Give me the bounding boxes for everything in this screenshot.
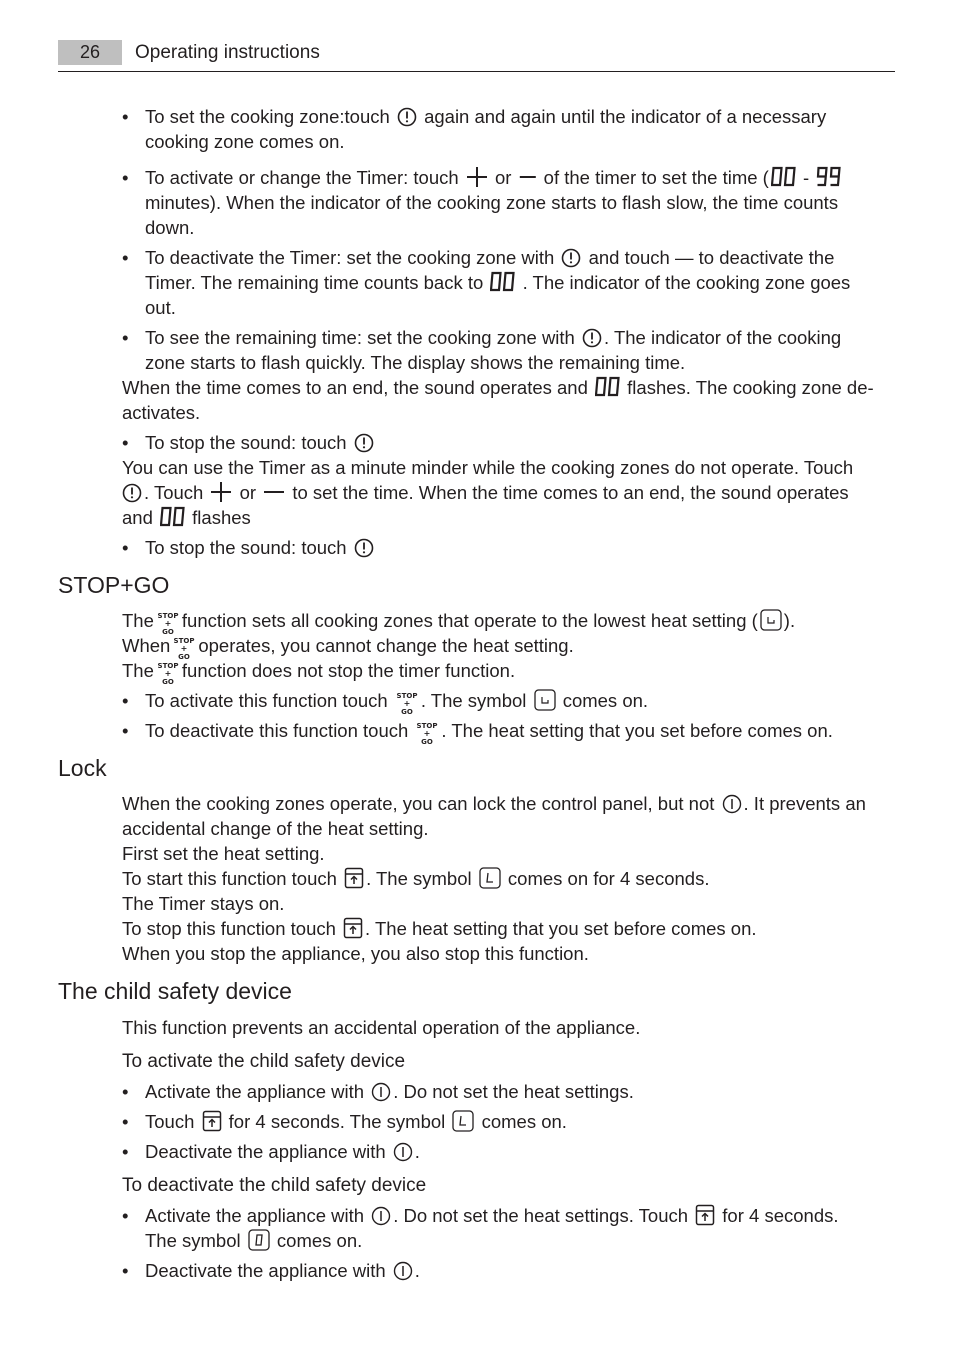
minus-icon (263, 481, 285, 503)
bullet-continuation: cooking zone comes on. (145, 131, 345, 152)
bullet-continuation: zone starts to flash quickly. The display shows the remaining time. (145, 352, 686, 373)
bullet-lead: . Do not set the heat settings (393, 1081, 629, 1102)
bullet-text: . The indicator of the cooking (604, 327, 842, 348)
bullet-lead: To stop the sound: (145, 537, 297, 558)
paragraph-text: while the cooking zones do not operate. Touch (473, 457, 854, 478)
bullet-text: set the cooking zone with (367, 327, 575, 348)
paragraph-text: When the time comes to an end, the sound operates and (122, 377, 588, 398)
bullet-lead: To deactivate (145, 720, 255, 741)
bullet-text: . Touch (628, 1205, 689, 1226)
paragraph (122, 480, 897, 505)
section-heading-child-safety: The child safety device (58, 978, 292, 1004)
bullet-text: . (628, 1081, 634, 1102)
bullet-text: Timer. The remaining time counts back to (145, 272, 484, 293)
power-icon (371, 1082, 391, 1102)
paragraph-text: . The heat setting that you set before comes on. (365, 918, 757, 939)
bullet-continuation (145, 270, 920, 295)
paragraph-text: function does not stop the timer function. (181, 660, 516, 681)
display-00-icon (771, 166, 796, 187)
paragraph: accidental change of the heat setting. (122, 818, 429, 839)
bullet-text: this function touch (238, 690, 388, 711)
section-heading-stopgo: STOP+GO (58, 572, 170, 598)
bullet-text: . The heat setting that you set before comes on. (441, 720, 833, 741)
stopgo-icon (395, 691, 419, 715)
paragraph (122, 375, 897, 400)
section-heading-lock: Lock (58, 755, 107, 781)
power-icon (393, 1261, 413, 1281)
paragraph-text: flashes (192, 507, 251, 528)
paragraph-text: The (122, 610, 154, 631)
timer-icon (354, 538, 374, 558)
plus-icon (466, 166, 488, 188)
stopgo-icon (156, 611, 180, 635)
paragraph (122, 658, 897, 685)
bullet-text: touch (344, 106, 390, 127)
bullet-text: for 4 seconds. (722, 1205, 839, 1226)
bullet-text: . The symbol (420, 690, 527, 711)
paragraph-text: To stop this function touch (122, 918, 336, 939)
lock-icon (344, 867, 364, 889)
lock-icon (202, 1110, 222, 1132)
paragraph (122, 608, 897, 635)
display-99-icon (816, 166, 841, 187)
bullet-text: Activate the appliance with (145, 1205, 365, 1226)
paragraph-text: . Touch (144, 482, 204, 503)
display-00-icon (595, 376, 620, 397)
display-00-icon (490, 271, 515, 292)
bullet-text: for 4 seconds. The symbol (228, 1111, 446, 1132)
subheading-deactivate-child-safety: To deactivate the child safety device (122, 1175, 427, 1196)
header-title: Operating instructions (135, 42, 320, 63)
paragraph (122, 791, 897, 816)
paragraph-text: to set the time. When the time comes to an end, the sound operates (292, 482, 849, 503)
lock-icon (343, 917, 363, 939)
paragraph (122, 916, 897, 941)
paragraph: The Timer stays on. (122, 893, 285, 914)
minus-icon (519, 166, 537, 188)
paragraph-text: and (122, 507, 153, 528)
timer-icon (397, 107, 417, 127)
bullet-text: . (414, 1260, 420, 1281)
paragraph: activates. (122, 402, 201, 423)
paragraph-text: You can use the Timer as a (122, 457, 346, 478)
stopgo-icon (156, 661, 180, 685)
plus-icon (210, 481, 232, 503)
bullet-text: or (494, 167, 512, 188)
page-header (58, 40, 895, 72)
paragraph: When you stop the appliance, you also stop this function. (122, 943, 589, 964)
bullet-lead: To see the remaining time: (145, 327, 362, 348)
stopgo-icon (172, 636, 196, 660)
bullet-text: Deactivate the appliance with (145, 1260, 386, 1281)
paragraph-text: function sets all cooking zones that operate to the lowest heat setting ( (181, 610, 758, 631)
lock-symbol-l-icon (479, 867, 501, 889)
bullet-text: of the timer to set the time ( (543, 167, 769, 188)
bullet-text: The symbol (145, 1230, 241, 1251)
paragraph-text: ). (783, 610, 796, 631)
paragraph-lead: minute minder (350, 457, 468, 478)
power-icon (722, 794, 742, 814)
paragraph (122, 455, 897, 480)
bullet-text: - (802, 167, 810, 188)
paragraph-text: flashes. The cooking zone de- (627, 377, 874, 398)
bullet-text: again and again until the indicator of a necessary (424, 106, 827, 127)
timer-icon (122, 483, 142, 503)
paragraph-text: or (239, 482, 257, 503)
stopgo-icon (415, 721, 439, 745)
paragraph (122, 633, 897, 660)
bullet-lead: . Do not set the heat settings (393, 1205, 629, 1226)
bullet-text: . (414, 1141, 420, 1162)
power-icon (393, 1142, 413, 1162)
bullet-text: Deactivate the appliance with (145, 1141, 386, 1162)
paragraph-text: When the cooking zones operate, you can lock the control panel, but not (122, 793, 715, 814)
symbol-zero-icon (248, 1229, 270, 1251)
paragraph-text: When (122, 635, 171, 656)
bullet-text: touch (301, 537, 347, 558)
bullet-lead: To stop the sound: (145, 432, 297, 453)
bullet-text: set the cooking zone with (346, 247, 555, 268)
heat-setting-u-icon (534, 689, 556, 711)
timer-icon (561, 248, 581, 268)
power-icon (371, 1206, 391, 1226)
timer-icon (354, 433, 374, 453)
paragraph: First set the heat setting. (122, 843, 325, 864)
bullet-lead: To activate or change the Timer: (145, 167, 409, 188)
heat-setting-u-icon (760, 609, 782, 631)
bullet-text: comes on. (481, 1111, 567, 1132)
bullet-continuation (145, 1228, 920, 1253)
bullet-continuation: out. (145, 297, 176, 318)
paragraph-text: operates, you cannot change the heat setting. (198, 635, 574, 656)
bullet-text: . The indicator of the cooking zone goes (522, 272, 851, 293)
page-number: 26 (58, 40, 122, 65)
bullet-lead: To set the cooking zone: (145, 106, 345, 127)
bullet-lead: To activate (145, 690, 234, 711)
paragraph-text: . It prevents an (743, 793, 866, 814)
bullet-text: this function touch (259, 720, 409, 741)
paragraph: This function prevents an accidental operation of the appliance. (122, 1017, 641, 1038)
paragraph (122, 505, 897, 530)
paragraph-text: To start this function touch (122, 868, 337, 889)
bullet-continuation: minutes). When the indicator of the cooking zone starts to flash slow, the time counts (145, 192, 839, 213)
paragraph (122, 866, 897, 891)
paragraph-text: The (122, 660, 154, 681)
bullet-text: comes on. (562, 690, 649, 711)
lock-symbol-l-icon (452, 1110, 474, 1132)
bullet-continuation: down. (145, 217, 195, 238)
timer-icon (582, 328, 602, 348)
bullet-text: Activate the appliance with (145, 1081, 365, 1102)
paragraph-text: comes on for 4 seconds. (507, 868, 710, 889)
subheading-activate-child-safety: To activate the child safety device (122, 1051, 406, 1072)
bullet-text: touch (301, 432, 347, 453)
bullet-text: touch (413, 167, 459, 188)
bullet-text: and touch — to deactivate the (588, 247, 835, 268)
lock-icon (695, 1204, 715, 1226)
bullet-lead: To deactivate the Timer: (145, 247, 342, 268)
bullet-text: comes on. (276, 1230, 363, 1251)
bullet-text: Touch (145, 1111, 195, 1132)
display-00-icon (160, 506, 185, 527)
paragraph-text: . The symbol (366, 868, 472, 889)
